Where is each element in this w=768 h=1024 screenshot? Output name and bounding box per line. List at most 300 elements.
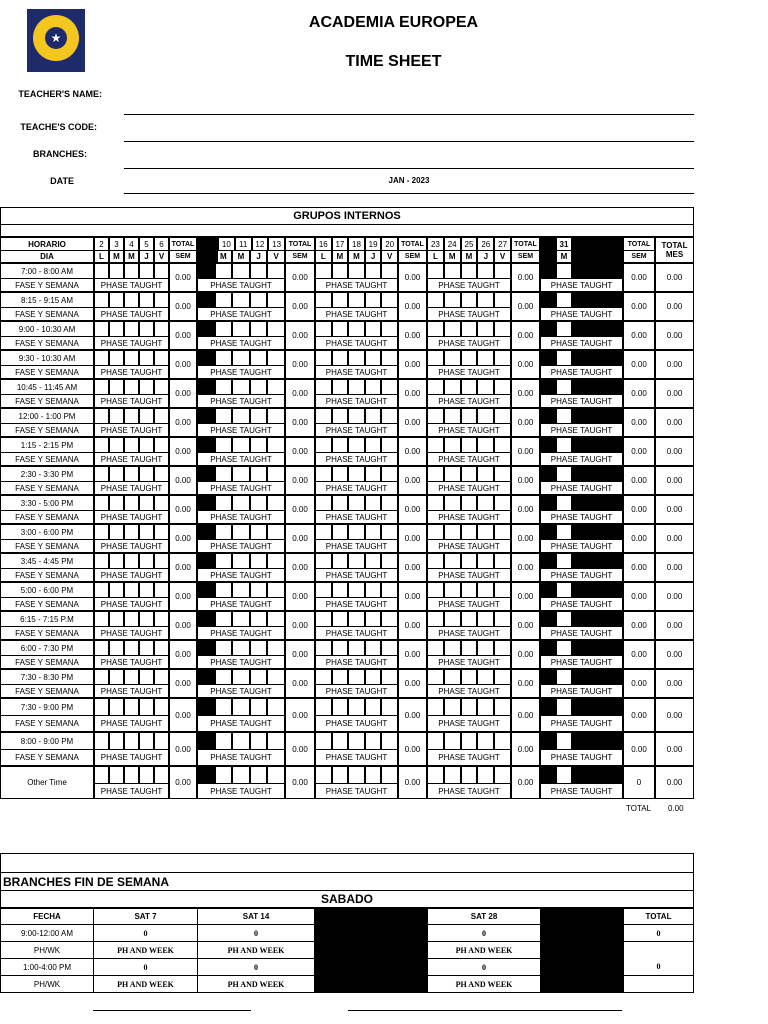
weekend-row-0-col-1[interactable]: 0 <box>93 924 198 942</box>
row-7-w2-day-1[interactable] <box>332 466 349 482</box>
weekend-row-3-col-1[interactable]: PH AND WEEK <box>93 975 198 993</box>
row-15-w0-day-4[interactable] <box>154 698 169 716</box>
row-14-w2-day-4[interactable] <box>381 669 398 685</box>
row-14-w3-day-2[interactable] <box>461 669 478 685</box>
weekend-row-0-col-6[interactable]: 0 <box>623 924 694 942</box>
row-13-w3-day-4[interactable] <box>494 640 511 656</box>
row-17-w3-day-3[interactable] <box>477 766 494 784</box>
row-6-w0-day-2[interactable] <box>124 437 139 453</box>
row-7-w4-day[interactable] <box>556 466 572 482</box>
row-11-w2-day-0[interactable] <box>315 582 332 598</box>
row-10-w3-day-4[interactable] <box>494 553 511 569</box>
row-1-w3-day-3[interactable] <box>477 292 494 308</box>
row-14-w1-day-1[interactable] <box>215 669 233 685</box>
row-0-w2-day-4[interactable] <box>381 263 398 279</box>
row-6-w3-day-2[interactable] <box>461 437 478 453</box>
branches-field[interactable] <box>124 168 694 169</box>
weekend-row-2-col-4[interactable]: 0 <box>427 958 541 976</box>
row-9-w3-day-4[interactable] <box>494 524 511 540</box>
row-2-w0-day-4[interactable] <box>154 321 169 337</box>
row-10-w1-day-4[interactable] <box>267 553 285 569</box>
weekend-row-1-col-1[interactable]: PH AND WEEK <box>93 941 198 959</box>
row-3-w2-day-4[interactable] <box>381 350 398 366</box>
row-3-w1-day-2[interactable] <box>232 350 250 366</box>
row-13-w0-day-2[interactable] <box>124 640 139 656</box>
row-1-w0-day-0[interactable] <box>94 292 109 308</box>
row-12-w0-day-2[interactable] <box>124 611 139 627</box>
row-0-w1-day-3[interactable] <box>250 263 268 279</box>
row-16-w3-day-0[interactable] <box>427 732 444 750</box>
row-10-w2-day-1[interactable] <box>332 553 349 569</box>
row-11-w2-day-3[interactable] <box>365 582 382 598</box>
row-2-w2-day-4[interactable] <box>381 321 398 337</box>
row-8-w4-day[interactable] <box>556 495 572 511</box>
row-4-w3-day-4[interactable] <box>494 379 511 395</box>
row-10-w1-day-1[interactable] <box>215 553 233 569</box>
row-13-w2-day-1[interactable] <box>332 640 349 656</box>
row-7-w0-day-4[interactable] <box>154 466 169 482</box>
row-8-w1-day-4[interactable] <box>267 495 285 511</box>
row-4-w3-day-1[interactable] <box>444 379 461 395</box>
row-2-w2-day-2[interactable] <box>348 321 365 337</box>
row-16-w2-day-1[interactable] <box>332 732 349 750</box>
row-9-w2-day-1[interactable] <box>332 524 349 540</box>
row-9-w0-day-1[interactable] <box>109 524 124 540</box>
row-5-w3-day-3[interactable] <box>477 408 494 424</box>
weekend-row-3-col-6[interactable] <box>623 975 694 993</box>
row-13-w2-day-2[interactable] <box>348 640 365 656</box>
row-8-w3-day-1[interactable] <box>444 495 461 511</box>
row-10-w2-day-2[interactable] <box>348 553 365 569</box>
row-2-w1-day-3[interactable] <box>250 321 268 337</box>
row-0-w0-day-3[interactable] <box>139 263 154 279</box>
row-8-w3-day-0[interactable] <box>427 495 444 511</box>
row-8-w0-day-3[interactable] <box>139 495 154 511</box>
row-5-w2-day-2[interactable] <box>348 408 365 424</box>
row-9-w1-day-1[interactable] <box>215 524 233 540</box>
row-6-w4-day[interactable] <box>556 437 572 453</box>
row-13-w1-day-3[interactable] <box>250 640 268 656</box>
row-11-w2-day-4[interactable] <box>381 582 398 598</box>
row-16-w1-day-3[interactable] <box>250 732 268 750</box>
row-9-w1-day-4[interactable] <box>267 524 285 540</box>
row-13-w3-day-2[interactable] <box>461 640 478 656</box>
row-6-w2-day-2[interactable] <box>348 437 365 453</box>
row-10-w1-day-3[interactable] <box>250 553 268 569</box>
row-4-w1-day-4[interactable] <box>267 379 285 395</box>
row-13-w2-day-0[interactable] <box>315 640 332 656</box>
row-3-w0-day-4[interactable] <box>154 350 169 366</box>
row-17-w2-day-2[interactable] <box>348 766 365 784</box>
row-11-w1-day-4[interactable] <box>267 582 285 598</box>
row-10-w2-day-4[interactable] <box>381 553 398 569</box>
row-15-w1-day-3[interactable] <box>250 698 268 716</box>
row-5-w2-day-0[interactable] <box>315 408 332 424</box>
row-0-w4-day[interactable] <box>556 263 572 279</box>
row-11-w1-day-1[interactable] <box>215 582 233 598</box>
row-2-w3-day-1[interactable] <box>444 321 461 337</box>
row-3-w1-day-3[interactable] <box>250 350 268 366</box>
row-14-w0-day-1[interactable] <box>109 669 124 685</box>
row-17-w2-day-0[interactable] <box>315 766 332 784</box>
row-16-w1-day-1[interactable] <box>215 732 233 750</box>
row-4-w3-day-3[interactable] <box>477 379 494 395</box>
row-7-w0-day-1[interactable] <box>109 466 124 482</box>
row-6-w1-day-3[interactable] <box>250 437 268 453</box>
row-7-w3-day-2[interactable] <box>461 466 478 482</box>
row-6-w0-day-1[interactable] <box>109 437 124 453</box>
row-0-w2-day-1[interactable] <box>332 263 349 279</box>
row-4-w2-day-4[interactable] <box>381 379 398 395</box>
row-5-w0-day-4[interactable] <box>154 408 169 424</box>
row-1-w3-day-0[interactable] <box>427 292 444 308</box>
row-11-w0-day-4[interactable] <box>154 582 169 598</box>
signature-line-left[interactable] <box>93 1010 251 1011</box>
row-14-w1-day-3[interactable] <box>250 669 268 685</box>
row-7-w1-day-2[interactable] <box>232 466 250 482</box>
row-13-w3-day-0[interactable] <box>427 640 444 656</box>
row-7-w2-day-2[interactable] <box>348 466 365 482</box>
row-14-w0-day-3[interactable] <box>139 669 154 685</box>
row-11-w0-day-1[interactable] <box>109 582 124 598</box>
row-17-w1-day-2[interactable] <box>232 766 250 784</box>
row-4-w0-day-0[interactable] <box>94 379 109 395</box>
row-9-w0-day-3[interactable] <box>139 524 154 540</box>
row-2-w3-day-3[interactable] <box>477 321 494 337</box>
signature-line-right[interactable] <box>348 1010 622 1011</box>
row-4-w2-day-2[interactable] <box>348 379 365 395</box>
row-11-w2-day-2[interactable] <box>348 582 365 598</box>
row-14-w0-day-2[interactable] <box>124 669 139 685</box>
row-7-w1-day-1[interactable] <box>215 466 233 482</box>
row-2-w1-day-1[interactable] <box>215 321 233 337</box>
row-2-w0-day-0[interactable] <box>94 321 109 337</box>
row-12-w3-day-3[interactable] <box>477 611 494 627</box>
row-8-w3-day-4[interactable] <box>494 495 511 511</box>
row-9-w2-day-0[interactable] <box>315 524 332 540</box>
row-1-w3-day-2[interactable] <box>461 292 478 308</box>
row-2-w0-day-3[interactable] <box>139 321 154 337</box>
row-1-w1-day-4[interactable] <box>267 292 285 308</box>
row-9-w1-day-2[interactable] <box>232 524 250 540</box>
row-0-w3-day-1[interactable] <box>444 263 461 279</box>
row-12-w3-day-0[interactable] <box>427 611 444 627</box>
row-3-w0-day-0[interactable] <box>94 350 109 366</box>
row-13-w3-day-3[interactable] <box>477 640 494 656</box>
row-3-w0-day-2[interactable] <box>124 350 139 366</box>
row-14-w1-day-4[interactable] <box>267 669 285 685</box>
row-9-w4-day[interactable] <box>556 524 572 540</box>
row-11-w0-day-2[interactable] <box>124 582 139 598</box>
row-6-w2-day-0[interactable] <box>315 437 332 453</box>
row-0-w3-day-0[interactable] <box>427 263 444 279</box>
row-3-w3-day-4[interactable] <box>494 350 511 366</box>
row-7-w1-day-4[interactable] <box>267 466 285 482</box>
row-8-w2-day-1[interactable] <box>332 495 349 511</box>
row-4-w4-day[interactable] <box>556 379 572 395</box>
row-14-w0-day-0[interactable] <box>94 669 109 685</box>
row-17-w2-day-4[interactable] <box>381 766 398 784</box>
row-3-w3-day-0[interactable] <box>427 350 444 366</box>
row-5-w0-day-3[interactable] <box>139 408 154 424</box>
row-2-w3-day-0[interactable] <box>427 321 444 337</box>
row-3-w3-day-1[interactable] <box>444 350 461 366</box>
row-13-w2-day-3[interactable] <box>365 640 382 656</box>
row-14-w3-day-0[interactable] <box>427 669 444 685</box>
weekend-row-1-col-6[interactable] <box>623 941 694 959</box>
row-10-w0-day-2[interactable] <box>124 553 139 569</box>
row-6-w0-day-4[interactable] <box>154 437 169 453</box>
row-2-w3-day-4[interactable] <box>494 321 511 337</box>
row-8-w0-day-4[interactable] <box>154 495 169 511</box>
row-15-w3-day-0[interactable] <box>427 698 444 716</box>
row-5-w0-day-2[interactable] <box>124 408 139 424</box>
row-16-w2-day-4[interactable] <box>381 732 398 750</box>
row-12-w0-day-3[interactable] <box>139 611 154 627</box>
row-9-w1-day-3[interactable] <box>250 524 268 540</box>
row-9-w3-day-2[interactable] <box>461 524 478 540</box>
row-14-w2-day-1[interactable] <box>332 669 349 685</box>
row-3-w2-day-3[interactable] <box>365 350 382 366</box>
row-7-w0-day-0[interactable] <box>94 466 109 482</box>
weekend-row-1-col-4[interactable]: PH AND WEEK <box>427 941 541 959</box>
row-13-w4-day[interactable] <box>556 640 572 656</box>
row-3-w3-day-2[interactable] <box>461 350 478 366</box>
row-3-w0-day-1[interactable] <box>109 350 124 366</box>
row-9-w2-day-2[interactable] <box>348 524 365 540</box>
row-16-w0-day-0[interactable] <box>94 732 109 750</box>
row-1-w2-day-3[interactable] <box>365 292 382 308</box>
row-12-w1-day-3[interactable] <box>250 611 268 627</box>
weekend-row-3-col-4[interactable]: PH AND WEEK <box>427 975 541 993</box>
row-8-w2-day-3[interactable] <box>365 495 382 511</box>
row-13-w0-day-1[interactable] <box>109 640 124 656</box>
weekend-row-0-col-2[interactable]: 0 <box>197 924 315 942</box>
row-4-w1-day-3[interactable] <box>250 379 268 395</box>
row-17-w3-day-4[interactable] <box>494 766 511 784</box>
row-14-w0-day-4[interactable] <box>154 669 169 685</box>
row-7-w0-day-2[interactable] <box>124 466 139 482</box>
row-4-w0-day-3[interactable] <box>139 379 154 395</box>
row-16-w2-day-3[interactable] <box>365 732 382 750</box>
row-16-w3-day-2[interactable] <box>461 732 478 750</box>
row-1-w1-day-3[interactable] <box>250 292 268 308</box>
row-2-w4-day[interactable] <box>556 321 572 337</box>
row-10-w1-day-2[interactable] <box>232 553 250 569</box>
row-11-w4-day[interactable] <box>556 582 572 598</box>
row-3-w2-day-1[interactable] <box>332 350 349 366</box>
row-16-w3-day-4[interactable] <box>494 732 511 750</box>
row-14-w3-day-3[interactable] <box>477 669 494 685</box>
row-14-w3-day-4[interactable] <box>494 669 511 685</box>
row-0-w2-day-2[interactable] <box>348 263 365 279</box>
row-3-w1-day-1[interactable] <box>215 350 233 366</box>
row-17-w1-day-3[interactable] <box>250 766 268 784</box>
row-9-w0-day-4[interactable] <box>154 524 169 540</box>
row-6-w0-day-0[interactable] <box>94 437 109 453</box>
row-17-w3-day-0[interactable] <box>427 766 444 784</box>
row-6-w3-day-3[interactable] <box>477 437 494 453</box>
row-7-w3-day-3[interactable] <box>477 466 494 482</box>
row-8-w0-day-2[interactable] <box>124 495 139 511</box>
row-16-w1-day-4[interactable] <box>267 732 285 750</box>
row-11-w3-day-4[interactable] <box>494 582 511 598</box>
row-12-w2-day-4[interactable] <box>381 611 398 627</box>
row-7-w3-day-0[interactable] <box>427 466 444 482</box>
row-15-w3-day-1[interactable] <box>444 698 461 716</box>
row-13-w0-day-0[interactable] <box>94 640 109 656</box>
row-0-w3-day-3[interactable] <box>477 263 494 279</box>
row-8-w0-day-1[interactable] <box>109 495 124 511</box>
row-13-w2-day-4[interactable] <box>381 640 398 656</box>
row-0-w2-day-0[interactable] <box>315 263 332 279</box>
row-7-w3-day-1[interactable] <box>444 466 461 482</box>
row-1-w1-day-1[interactable] <box>215 292 233 308</box>
row-14-w1-day-2[interactable] <box>232 669 250 685</box>
row-15-w3-day-3[interactable] <box>477 698 494 716</box>
row-2-w0-day-2[interactable] <box>124 321 139 337</box>
row-5-w1-day-4[interactable] <box>267 408 285 424</box>
row-12-w2-day-2[interactable] <box>348 611 365 627</box>
row-6-w1-day-4[interactable] <box>267 437 285 453</box>
row-16-w0-day-1[interactable] <box>109 732 124 750</box>
row-3-w2-day-0[interactable] <box>315 350 332 366</box>
row-10-w3-day-3[interactable] <box>477 553 494 569</box>
row-5-w0-day-0[interactable] <box>94 408 109 424</box>
row-4-w3-day-2[interactable] <box>461 379 478 395</box>
row-12-w2-day-1[interactable] <box>332 611 349 627</box>
row-15-w0-day-1[interactable] <box>109 698 124 716</box>
weekend-row-0-col-4[interactable]: 0 <box>427 924 541 942</box>
weekend-row-2-col-2[interactable]: 0 <box>197 958 315 976</box>
row-10-w0-day-0[interactable] <box>94 553 109 569</box>
row-1-w0-day-1[interactable] <box>109 292 124 308</box>
row-16-w1-day-2[interactable] <box>232 732 250 750</box>
row-0-w3-day-4[interactable] <box>494 263 511 279</box>
row-12-w4-day[interactable] <box>556 611 572 627</box>
row-17-w0-day-3[interactable] <box>139 766 154 784</box>
row-14-w2-day-2[interactable] <box>348 669 365 685</box>
row-16-w4-day[interactable] <box>556 732 572 750</box>
row-12-w2-day-0[interactable] <box>315 611 332 627</box>
row-14-w2-day-0[interactable] <box>315 669 332 685</box>
row-12-w3-day-1[interactable] <box>444 611 461 627</box>
row-13-w0-day-3[interactable] <box>139 640 154 656</box>
row-9-w2-day-3[interactable] <box>365 524 382 540</box>
row-6-w1-day-1[interactable] <box>215 437 233 453</box>
row-10-w0-day-4[interactable] <box>154 553 169 569</box>
row-10-w0-day-1[interactable] <box>109 553 124 569</box>
row-5-w3-day-0[interactable] <box>427 408 444 424</box>
row-17-w0-day-2[interactable] <box>124 766 139 784</box>
row-17-w0-day-4[interactable] <box>154 766 169 784</box>
row-1-w4-day[interactable] <box>556 292 572 308</box>
row-5-w0-day-1[interactable] <box>109 408 124 424</box>
row-15-w0-day-2[interactable] <box>124 698 139 716</box>
row-1-w1-day-2[interactable] <box>232 292 250 308</box>
row-17-w2-day-3[interactable] <box>365 766 382 784</box>
row-5-w2-day-4[interactable] <box>381 408 398 424</box>
row-12-w1-day-4[interactable] <box>267 611 285 627</box>
teacher-code-field[interactable] <box>124 141 694 142</box>
row-11-w3-day-2[interactable] <box>461 582 478 598</box>
row-17-w0-day-1[interactable] <box>109 766 124 784</box>
row-7-w1-day-3[interactable] <box>250 466 268 482</box>
row-9-w3-day-0[interactable] <box>427 524 444 540</box>
row-15-w1-day-1[interactable] <box>215 698 233 716</box>
row-3-w1-day-4[interactable] <box>267 350 285 366</box>
row-5-w4-day[interactable] <box>556 408 572 424</box>
row-5-w2-day-1[interactable] <box>332 408 349 424</box>
row-17-w0-day-0[interactable] <box>94 766 109 784</box>
row-12-w3-day-4[interactable] <box>494 611 511 627</box>
row-5-w3-day-2[interactable] <box>461 408 478 424</box>
row-16-w2-day-0[interactable] <box>315 732 332 750</box>
row-11-w3-day-0[interactable] <box>427 582 444 598</box>
row-4-w2-day-0[interactable] <box>315 379 332 395</box>
row-13-w0-day-4[interactable] <box>154 640 169 656</box>
row-0-w2-day-3[interactable] <box>365 263 382 279</box>
row-10-w2-day-3[interactable] <box>365 553 382 569</box>
row-16-w0-day-2[interactable] <box>124 732 139 750</box>
row-1-w0-day-3[interactable] <box>139 292 154 308</box>
row-2-w2-day-1[interactable] <box>332 321 349 337</box>
row-6-w2-day-1[interactable] <box>332 437 349 453</box>
row-2-w3-day-2[interactable] <box>461 321 478 337</box>
row-2-w1-day-4[interactable] <box>267 321 285 337</box>
row-6-w3-day-4[interactable] <box>494 437 511 453</box>
row-4-w2-day-1[interactable] <box>332 379 349 395</box>
row-15-w2-day-0[interactable] <box>315 698 332 716</box>
row-1-w0-day-2[interactable] <box>124 292 139 308</box>
row-0-w0-day-4[interactable] <box>154 263 169 279</box>
row-12-w1-day-1[interactable] <box>215 611 233 627</box>
weekend-row-2-col-1[interactable]: 0 <box>93 958 198 976</box>
row-3-w4-day[interactable] <box>556 350 572 366</box>
row-1-w3-day-1[interactable] <box>444 292 461 308</box>
row-7-w2-day-3[interactable] <box>365 466 382 482</box>
row-11-w0-day-3[interactable] <box>139 582 154 598</box>
row-8-w3-day-3[interactable] <box>477 495 494 511</box>
row-6-w2-day-4[interactable] <box>381 437 398 453</box>
row-10-w4-day[interactable] <box>556 553 572 569</box>
row-10-w3-day-0[interactable] <box>427 553 444 569</box>
row-8-w1-day-1[interactable] <box>215 495 233 511</box>
row-1-w2-day-1[interactable] <box>332 292 349 308</box>
row-5-w3-day-4[interactable] <box>494 408 511 424</box>
row-1-w2-day-4[interactable] <box>381 292 398 308</box>
row-1-w2-day-0[interactable] <box>315 292 332 308</box>
row-8-w2-day-0[interactable] <box>315 495 332 511</box>
row-12-w0-day-4[interactable] <box>154 611 169 627</box>
row-8-w2-day-2[interactable] <box>348 495 365 511</box>
row-15-w2-day-1[interactable] <box>332 698 349 716</box>
row-4-w0-day-2[interactable] <box>124 379 139 395</box>
row-4-w1-day-2[interactable] <box>232 379 250 395</box>
row-13-w3-day-1[interactable] <box>444 640 461 656</box>
row-4-w1-day-1[interactable] <box>215 379 233 395</box>
row-12-w2-day-3[interactable] <box>365 611 382 627</box>
row-8-w1-day-3[interactable] <box>250 495 268 511</box>
row-15-w0-day-3[interactable] <box>139 698 154 716</box>
row-3-w0-day-3[interactable] <box>139 350 154 366</box>
row-15-w2-day-4[interactable] <box>381 698 398 716</box>
row-1-w0-day-4[interactable] <box>154 292 169 308</box>
row-0-w0-day-0[interactable] <box>94 263 109 279</box>
row-1-w3-day-4[interactable] <box>494 292 511 308</box>
row-12-w1-day-2[interactable] <box>232 611 250 627</box>
row-11-w2-day-1[interactable] <box>332 582 349 598</box>
